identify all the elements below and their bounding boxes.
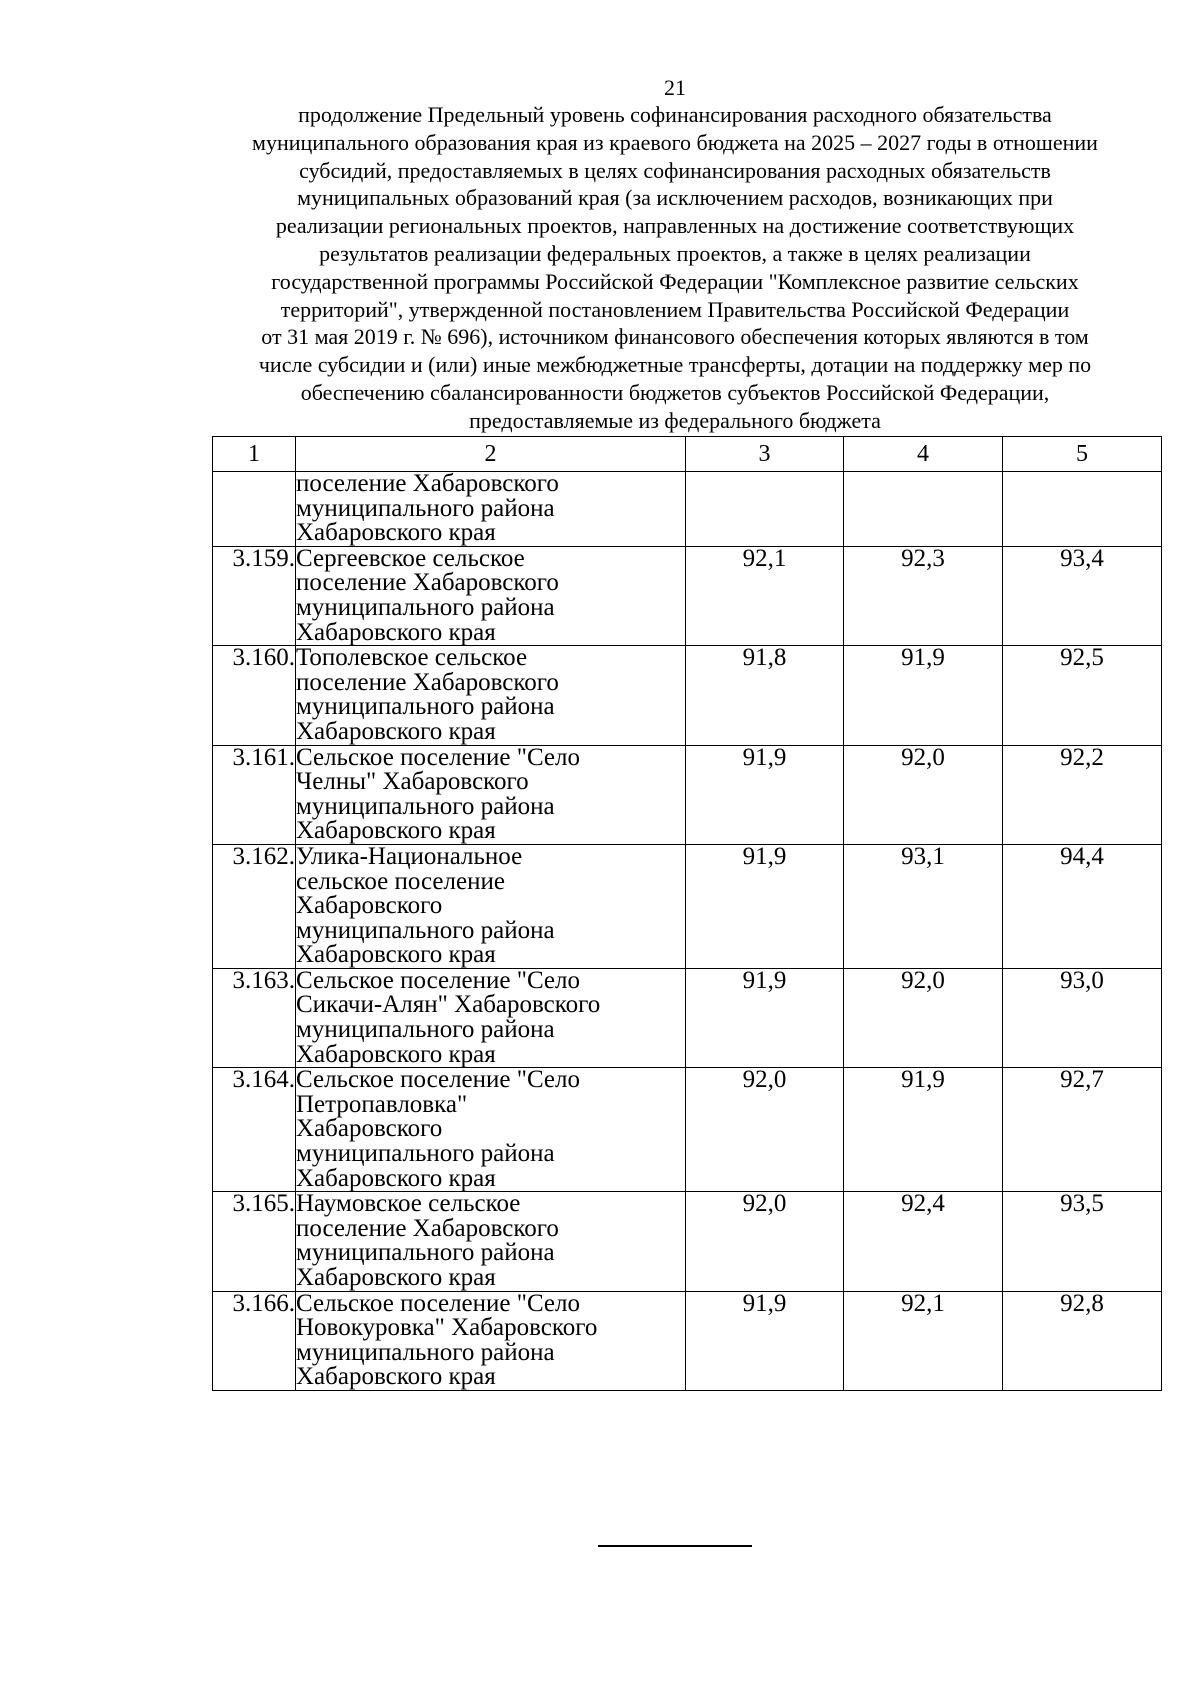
table-row (213, 1068, 1162, 1192)
row-number: 3.160. (213, 646, 296, 745)
heading-line: обеспечению сбалансированности бюджетов субъектов Российской Федерации, (300, 379, 1050, 405)
row-number: 3.163. (213, 968, 296, 1067)
column-header-1: 1 (213, 437, 296, 472)
name-line: Хабаровского края (296, 1363, 496, 1391)
municipality-name (296, 472, 686, 547)
value-2025: 92,0 (686, 1068, 844, 1192)
name-line: муниципального района (296, 916, 555, 944)
heading-line: предоставляемые из федерального бюджета (469, 407, 881, 433)
name-line: муниципального района (296, 792, 555, 820)
table-row (213, 546, 1162, 645)
value-2027: 92,5 (1003, 646, 1162, 745)
end-of-document-line (598, 1545, 752, 1547)
value-2026: 92,0 (844, 968, 1003, 1067)
municipality-name (296, 1068, 686, 1192)
heading-line: продолжение Предельный уровень софинансирования расходного обязательства (298, 102, 1052, 127)
name-line: Тополевское сельское (296, 644, 528, 672)
heading-line: результатов реализации федеральных проектов, а также в целях реализации (319, 240, 1031, 266)
table-row (213, 968, 1162, 1067)
value-2025: 92,1 (686, 546, 844, 645)
heading-line: муниципальных образований края (за исключением расходов, возникающих при (297, 185, 1053, 211)
name-line: Челны" Хабаровского (296, 768, 529, 796)
municipality-name (296, 646, 686, 745)
name-line: Сельское поселение "Село (296, 1066, 581, 1094)
column-number-row (213, 437, 1162, 472)
column-header-4: 4 (844, 437, 1003, 472)
name-line: Хабаровского края (296, 1164, 496, 1192)
name-line: Наумовское сельское (296, 1190, 521, 1218)
value-2025: 91,9 (686, 968, 844, 1067)
municipality-name (296, 546, 686, 645)
name-line: муниципального района (296, 1239, 555, 1267)
subsidy-table (212, 436, 1162, 1391)
name-line: Хабаровского края (296, 519, 496, 547)
value-2026: 93,1 (844, 844, 1003, 968)
column-header-5: 5 (1003, 437, 1162, 472)
value-2025: 91,8 (686, 646, 844, 745)
value-2026: 92,3 (844, 546, 1003, 645)
value-2027: 93,0 (1003, 968, 1162, 1067)
heading-line: субсидий, предоставляемых в целях софинансирования расходных обязательств (299, 157, 1051, 183)
name-line: поселение Хабаровского (296, 569, 559, 597)
value-2027: 93,4 (1003, 546, 1162, 645)
name-line: Сельское поселение "Село (296, 1289, 581, 1317)
name-line: Сельское поселение "Село (296, 966, 581, 994)
name-line: Хабаровского края (296, 817, 496, 845)
column-header-2: 2 (296, 437, 686, 472)
name-line: Сергеевское сельское (296, 544, 525, 572)
row-number: 3.166. (213, 1291, 296, 1390)
heading-line: территорий", утвержденной постановлением Правительства Российской Федерации (280, 296, 1070, 322)
name-line: Петропавловка" (296, 1090, 468, 1118)
name-line: Хабаровского края (296, 717, 496, 745)
value-2026: 92,1 (844, 1291, 1003, 1390)
name-line: поселение Хабаровского (296, 668, 559, 696)
heading-line: государственной программы Российской Федерации "Комплексное развитие сельских (271, 268, 1079, 294)
name-line: муниципального района (296, 1140, 555, 1168)
name-line: Хабаровского края (296, 941, 496, 969)
page-number: 21 (664, 75, 686, 100)
municipality-name (296, 745, 686, 844)
value-2025 (686, 472, 844, 547)
row-number: 3.159. (213, 546, 296, 645)
name-line: Хабаровского (296, 1115, 443, 1143)
table-body (213, 472, 1162, 1391)
name-line: поселение Хабаровского (296, 470, 559, 497)
name-line: муниципального района (296, 1016, 555, 1044)
name-line: Новокуровка" Хабаровского (296, 1314, 598, 1342)
value-2027: 92,2 (1003, 745, 1162, 844)
table-heading (199, 101, 1151, 435)
table-row (213, 745, 1162, 844)
table-row (213, 844, 1162, 968)
value-2027: 93,5 (1003, 1192, 1162, 1291)
row-number: 3.161. (213, 745, 296, 844)
heading-line: муниципального образования края из краевого бюджета на 2025 – 2027 годы в отношении (252, 129, 1098, 155)
value-2025: 91,9 (686, 844, 844, 968)
name-line: Хабаровского (296, 892, 443, 920)
row-number: 3.165. (213, 1192, 296, 1291)
name-line: муниципального района (296, 1338, 555, 1366)
value-2026: 92,0 (844, 745, 1003, 844)
row-number (213, 472, 296, 547)
table-row-continuation (213, 472, 1162, 547)
name-line: Хабаровского края (296, 1040, 496, 1068)
municipality-name (296, 1291, 686, 1390)
value-2025: 92,0 (686, 1192, 844, 1291)
value-2026 (844, 472, 1003, 547)
heading-line: реализации региональных проектов, направленных на достижение соответствующих (275, 213, 1075, 239)
column-header-3: 3 (686, 437, 844, 472)
municipality-name (296, 844, 686, 968)
name-line: муниципального района (296, 494, 555, 522)
value-2025: 91,9 (686, 745, 844, 844)
table-row (213, 1192, 1162, 1291)
heading-line: от 31 мая 2019 г. № 696), источником финансового обеспечения которых являются в том (261, 324, 1089, 350)
municipality-name (296, 1192, 686, 1291)
name-line: Хабаровского края (296, 618, 496, 646)
table-row (213, 646, 1162, 745)
value-2025: 91,9 (686, 1291, 844, 1390)
value-2027: 92,8 (1003, 1291, 1162, 1390)
name-line: Сикачи-Алян" Хабаровского (296, 991, 601, 1019)
table-row (213, 1291, 1162, 1390)
value-2027: 94,4 (1003, 844, 1162, 968)
name-line: муниципального района (296, 593, 555, 621)
name-line: муниципального района (296, 693, 555, 721)
name-line: поселение Хабаровского (296, 1214, 559, 1242)
name-line: Хабаровского края (296, 1264, 496, 1291)
name-line: Улика-Национальное (296, 842, 523, 870)
heading-line: числе субсидии и (или) иные межбюджетные трансферты, дотации на поддержку мер по (258, 352, 1092, 378)
name-line: Сельское поселение "Село (296, 743, 581, 771)
value-2027: 92,7 (1003, 1068, 1162, 1192)
row-number: 3.164. (213, 1068, 296, 1192)
value-2027 (1003, 472, 1162, 547)
value-2026: 92,4 (844, 1192, 1003, 1291)
name-line: сельское поселение (296, 867, 505, 895)
value-2026: 91,9 (844, 1068, 1003, 1192)
value-2026: 91,9 (844, 646, 1003, 745)
municipality-name (296, 968, 686, 1067)
row-number: 3.162. (213, 844, 296, 968)
